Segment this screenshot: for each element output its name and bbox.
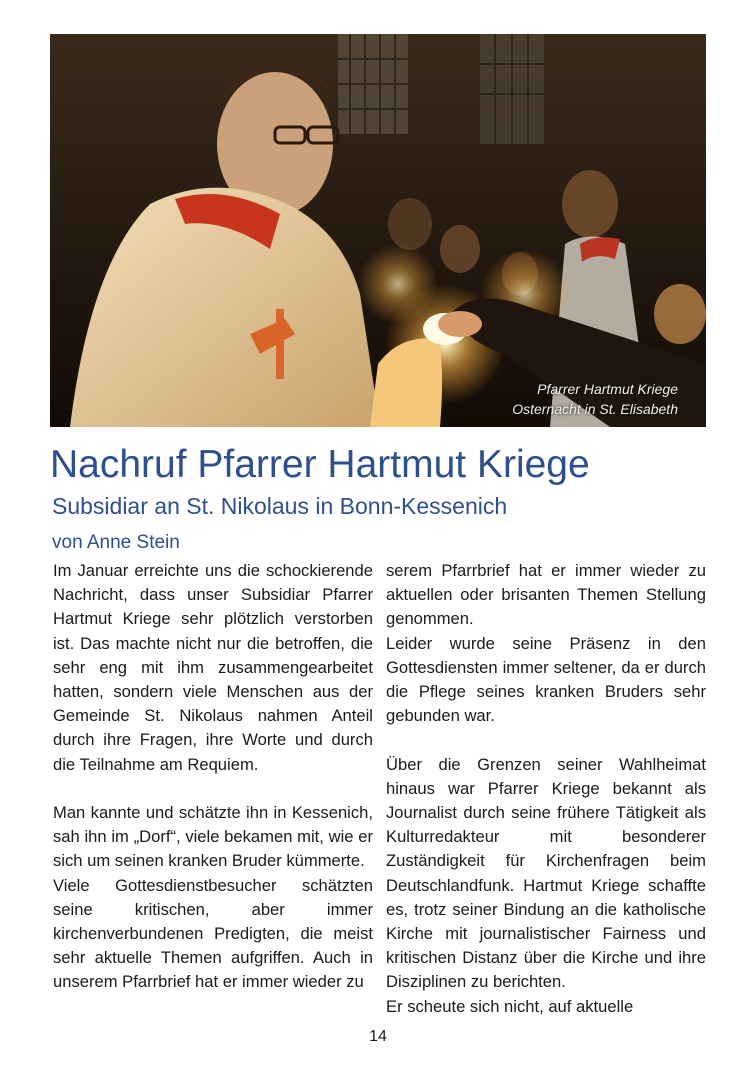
photo-illustration — [50, 34, 706, 427]
article-author: von Anne Stein — [52, 532, 180, 553]
paragraph: Über die Grenzen seiner Wahlheimat hinaus war Pfarrer Kriege bekannt als Journalist durch seine frühere Tätigkeit als Kulturredakteur mit besonderer Zuständigkeit für Kirchenfragen beim Deutschlandfunk. Hartmut Kriege schaffte es, trotz seiner Bindung an die katholische Kirche mit journalistischer Fairness und kritischen Distanz über die Kirche und ihre Disziplinen zu berichten. — [386, 754, 706, 992]
photo-caption — [512, 379, 678, 419]
article-photo — [50, 34, 706, 427]
article-title: Nachruf Pfarrer Hartmut Kriege — [50, 443, 590, 486]
caption-line-1: Pfarrer Hartmut Kriege — [537, 381, 678, 397]
text-column-right — [386, 559, 706, 1019]
page-number: 14 — [369, 1028, 387, 1045]
article-subtitle: Subsidiar an St. Nikolaus in Bonn-Kessenich — [52, 493, 508, 519]
paragraph: Im Januar erreichte uns die schockierende Nachricht, dass unser Subsidiar Pfarrer Hartmut Kriege sehr plötzlich verstorben ist. Das machte nicht nur die betroffen, die sehr eng mit ihm zusammengearbeitet hatten, sondern viele Menschen aus der Gemeinde St. Nikolaus nahmen Anteil durch ihre Fragen, ihre Worte und durch die Teilnahme am Requiem. — [53, 561, 373, 774]
paragraph: serem Pfarrbrief hat er immer wieder zu aktuellen oder brisanten Themen Stellung genommen. — [386, 561, 706, 629]
text-column-left — [53, 559, 373, 995]
paragraph: Viele Gottesdienstbesucher schätzten seine kritischen, aber immer kirchenverbundenen Predigten, die meist sehr aktuelle Themen aufgriffen. Auch in unserem Pfarrbrief hat er immer wieder zu — [53, 875, 373, 992]
caption-line-2: Osternacht in St. Elisabeth — [512, 401, 678, 417]
paragraph: Leider wurde seine Präsenz in den Gottesdiensten immer seltener, da er durch die Pflege seines kranken Bruders sehr gebunden war. — [386, 633, 706, 726]
paragraph: Er scheute sich nicht, auf aktuelle — [386, 996, 634, 1016]
paragraph: Man kannte und schätzte ihn in Kessenich, sah ihn im „Dorf“, viele bekamen mit, wie er sich um seinen kranken Bruder kümmerte. — [53, 803, 373, 871]
